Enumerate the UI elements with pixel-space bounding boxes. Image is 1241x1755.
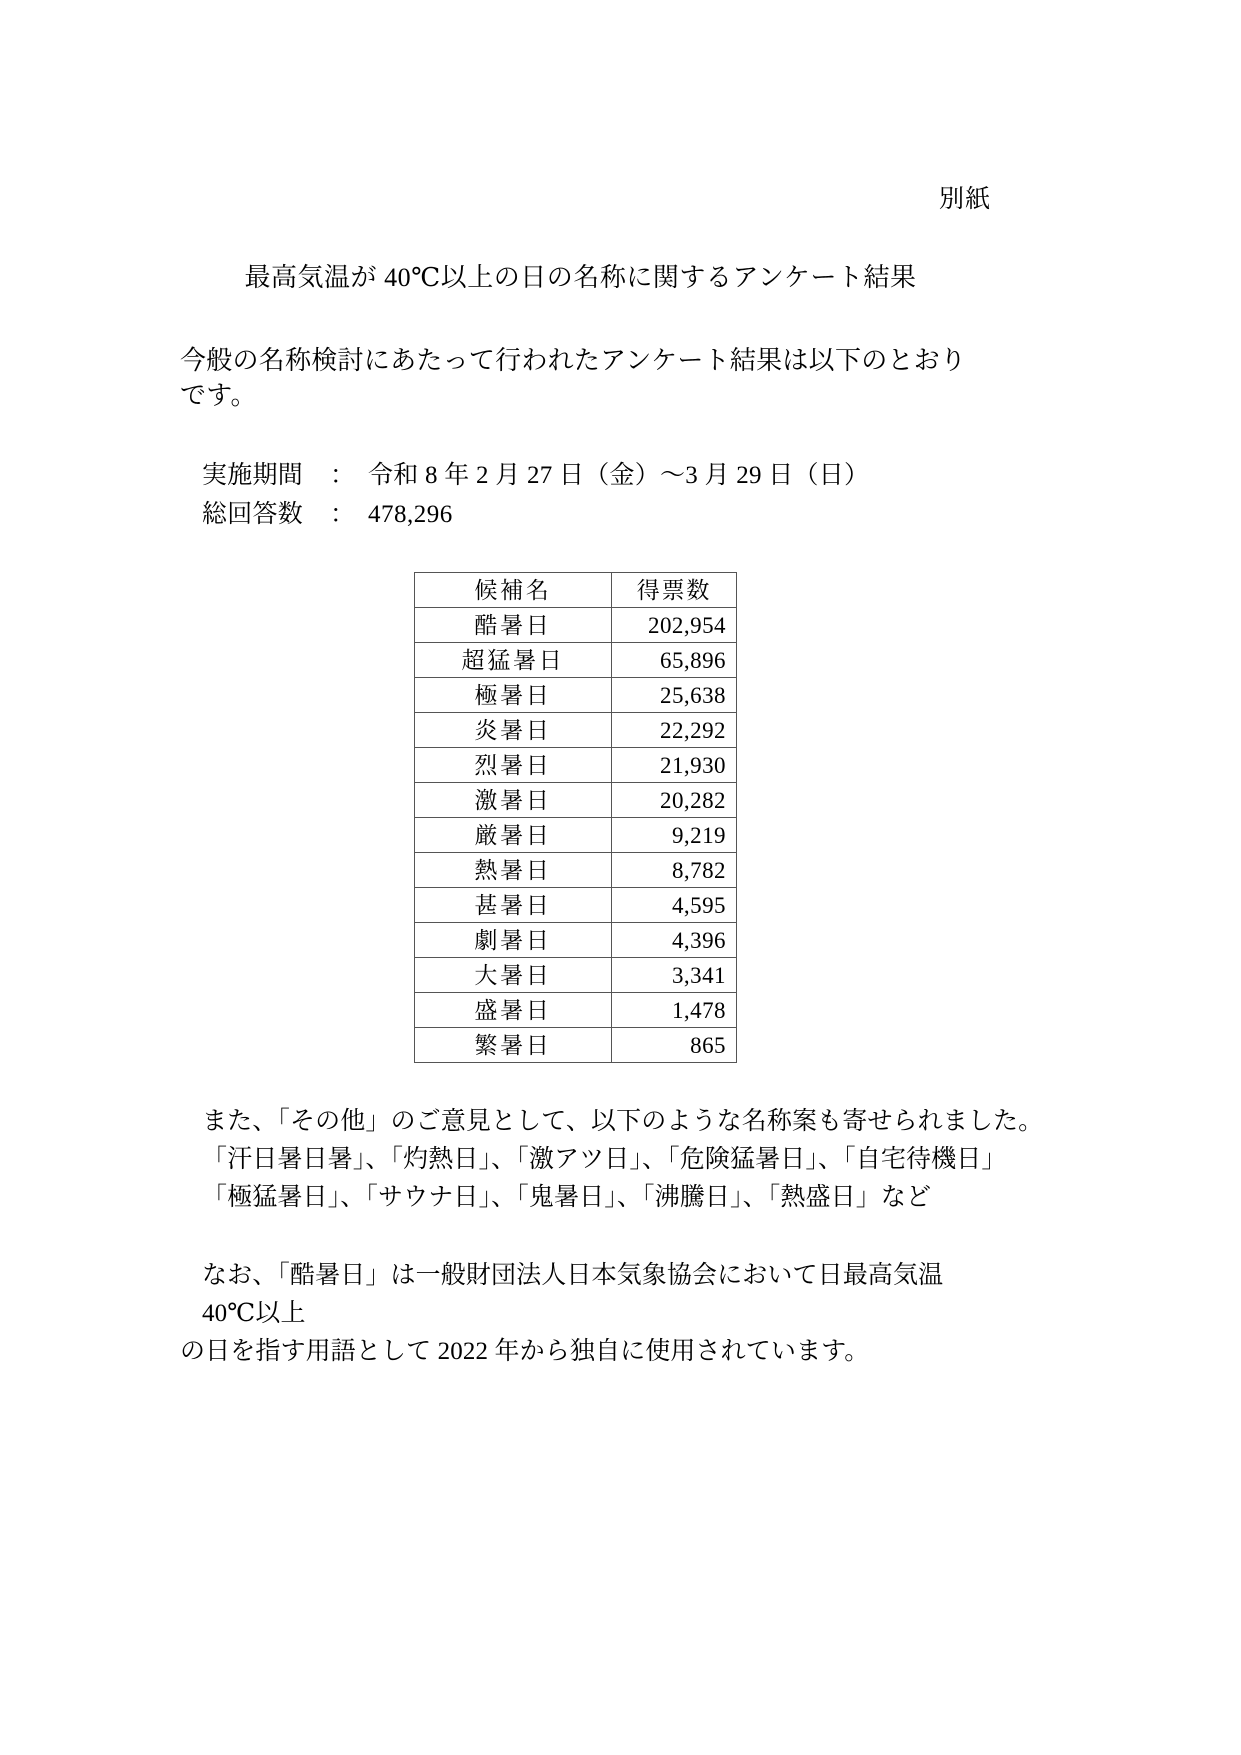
vote-count: 202,954 — [612, 608, 737, 643]
table-row — [415, 783, 737, 818]
candidate-name: 大暑日 — [415, 958, 612, 993]
other-opinions-intro: また、「その他」のご意見として、以下のような名称案も寄せられました。 — [202, 1108, 1044, 1136]
candidate-name: 熱暑日 — [415, 853, 612, 888]
lead-paragraph: 今般の名称検討にあたって行われたアンケート結果は以下のとおりです。 — [180, 345, 967, 410]
column-header-vote-count: 得票数 — [612, 573, 737, 608]
table-row — [415, 678, 737, 713]
table-row — [415, 748, 737, 783]
note-line-2: の日を指す用語として 2022 年から独自に使用されています。 — [180, 1338, 870, 1366]
total-responses-value: 478,296 — [368, 500, 453, 528]
vote-count: 65,896 — [612, 643, 737, 678]
table-row — [415, 923, 737, 958]
votes-table-wrapper — [180, 572, 991, 1063]
candidate-name: 甚暑日 — [415, 888, 612, 923]
table-row — [415, 643, 737, 678]
vote-count: 4,396 — [612, 923, 737, 958]
candidate-name: 繁暑日 — [415, 1028, 612, 1063]
other-opinions-block — [180, 1103, 1044, 1217]
total-responses-colon: ： — [330, 500, 356, 528]
survey-meta — [180, 457, 991, 535]
survey-period-row — [202, 457, 991, 496]
table-row — [415, 888, 737, 923]
candidate-name: 厳暑日 — [415, 818, 612, 853]
table-row — [415, 818, 737, 853]
survey-period-value: 令和 8 年 2 月 27 日（金）～3 月 29 日（日） — [368, 461, 870, 489]
column-header-candidate-name: 候補名 — [415, 573, 612, 608]
page-title: 最高気温が 40℃以上の日の名称に関するアンケート結果 — [244, 263, 917, 292]
vote-count: 9,219 — [612, 818, 737, 853]
total-responses-row — [202, 496, 991, 535]
table-row — [415, 993, 737, 1028]
candidate-name: 超猛暑日 — [415, 643, 612, 678]
table-row — [415, 713, 737, 748]
votes-table — [414, 572, 737, 1063]
table-row — [415, 853, 737, 888]
table-row — [415, 608, 737, 643]
other-opinions-line-1: 「汗日暑日暑」、「灼熱日」、「激アツ日」、「危険猛暑日」、「自宅待機日」 — [202, 1146, 1007, 1174]
note-line-1: なお、「酷暑日」は一般財団法人日本気象協会において日最高気温 40℃以上 — [202, 1262, 944, 1328]
vote-count: 21,930 — [612, 748, 737, 783]
candidate-name: 極暑日 — [415, 678, 612, 713]
votes-table-body — [415, 608, 737, 1063]
vote-count: 20,282 — [612, 783, 737, 818]
vote-count: 25,638 — [612, 678, 737, 713]
candidate-name: 烈暑日 — [415, 748, 612, 783]
attachment-label: 別紙 — [938, 186, 991, 213]
table-row — [415, 958, 737, 993]
total-responses-label: 総回答数 — [202, 500, 304, 528]
candidate-name: 盛暑日 — [415, 993, 612, 1028]
candidate-name: 炎暑日 — [415, 713, 612, 748]
note-block — [180, 1257, 991, 1371]
table-header-row — [415, 573, 737, 608]
vote-count: 3,341 — [612, 958, 737, 993]
candidate-name: 酷暑日 — [415, 608, 612, 643]
vote-count: 22,292 — [612, 713, 737, 748]
survey-period-label: 実施期間 — [202, 461, 304, 489]
vote-count: 1,478 — [612, 993, 737, 1028]
vote-count: 865 — [612, 1028, 737, 1063]
vote-count: 8,782 — [612, 853, 737, 888]
table-row — [415, 1028, 737, 1063]
other-opinions-line-2: 「極猛暑日」、「サウナ日」、「鬼暑日」、「沸騰日」、「熱盛日」など — [202, 1184, 932, 1212]
candidate-name: 激暑日 — [415, 783, 612, 818]
candidate-name: 劇暑日 — [415, 923, 612, 958]
vote-count: 4,595 — [612, 888, 737, 923]
survey-period-colon: ： — [330, 461, 356, 489]
